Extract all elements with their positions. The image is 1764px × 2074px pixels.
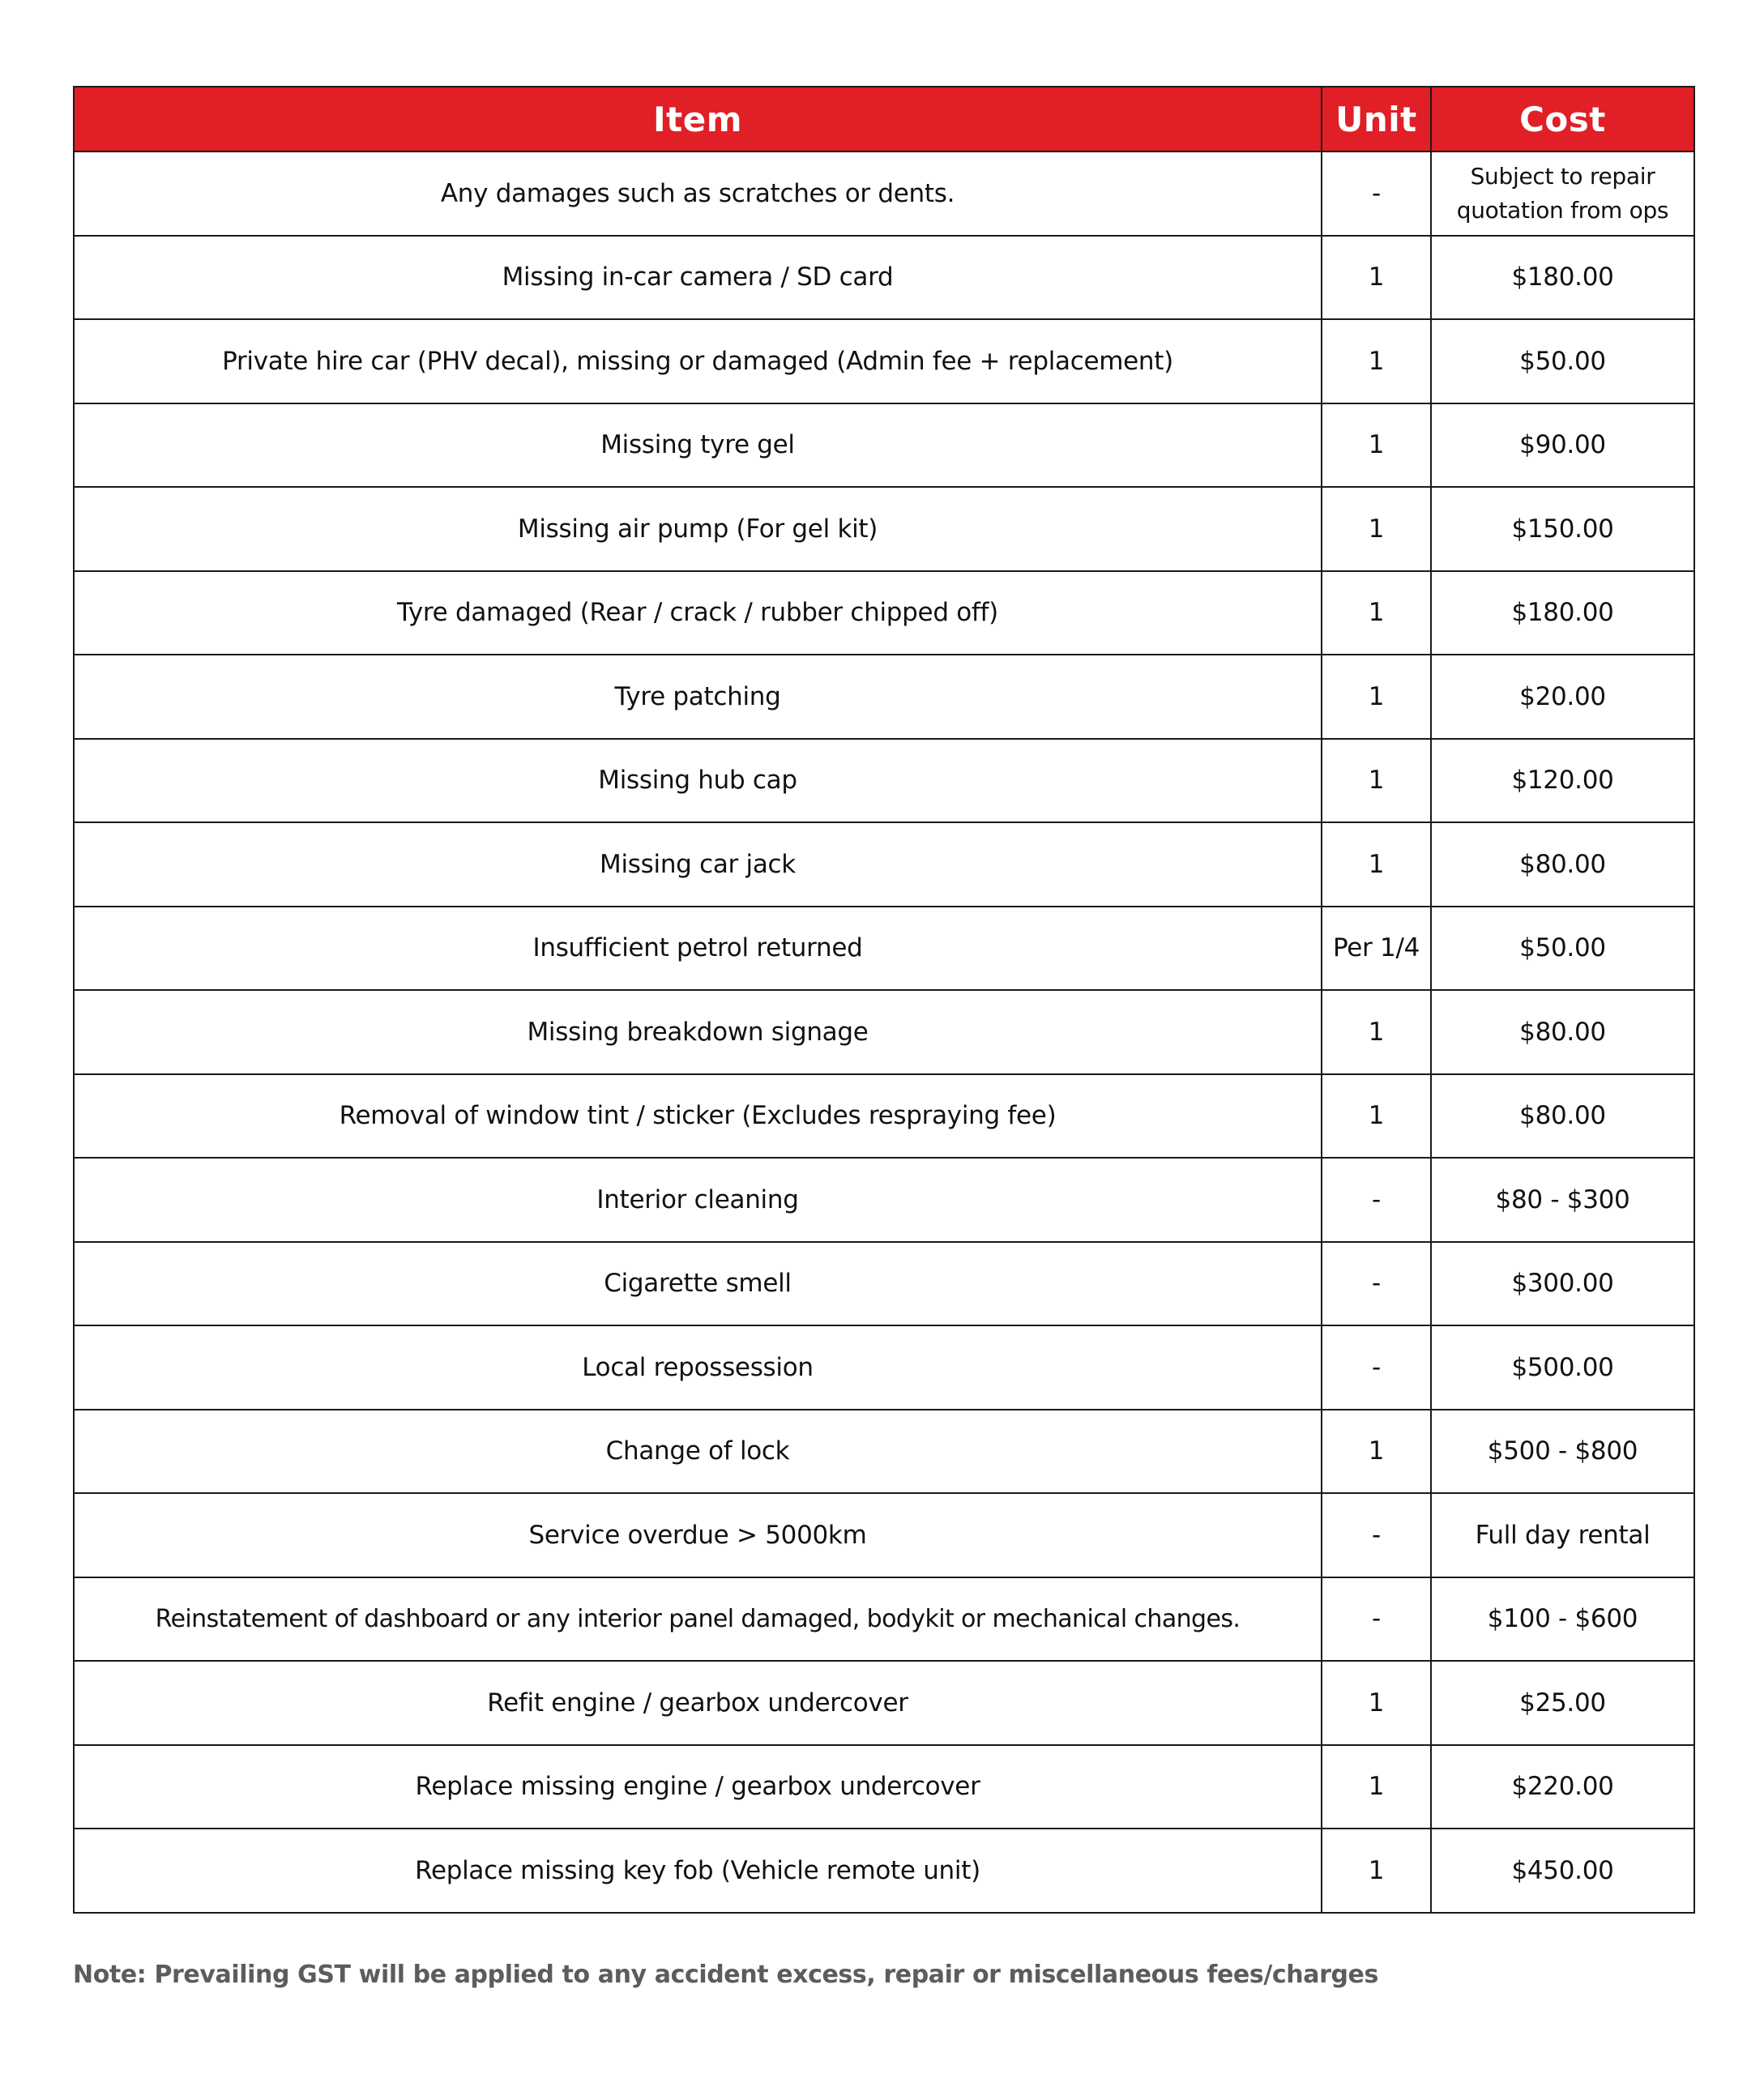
cost-cell: $25.00 (1431, 1661, 1694, 1745)
table-row (74, 990, 1694, 1074)
cost-cell: $500 - $800 (1431, 1410, 1694, 1494)
cost-cell: $500.00 (1431, 1325, 1694, 1410)
unit-cell: 1 (1322, 1410, 1431, 1494)
item-cell: Private hire car (PHV decal), missing or damaged (Admin fee + replacement) (74, 319, 1322, 403)
header-row (74, 87, 1694, 151)
table-row (74, 151, 1694, 236)
item-cell: Change of lock (74, 1410, 1322, 1494)
table-row (74, 236, 1694, 320)
table-row (74, 1745, 1694, 1829)
cost-cell: $150.00 (1431, 487, 1694, 571)
item-cell: Missing tyre gel (74, 403, 1322, 488)
table-row (74, 822, 1694, 907)
unit-cell: - (1322, 1577, 1431, 1662)
unit-cell: - (1322, 151, 1431, 236)
table-row (74, 1325, 1694, 1410)
cost-cell: $50.00 (1431, 907, 1694, 991)
item-cell: Local repossession (74, 1325, 1322, 1410)
unit-cell: - (1322, 1493, 1431, 1577)
item-cell: Removal of window tint / sticker (Excludes respraying fee) (74, 1074, 1322, 1159)
table-row (74, 319, 1694, 403)
unit-cell: 1 (1322, 403, 1431, 488)
unit-cell: 1 (1322, 487, 1431, 571)
unit-cell: 1 (1322, 822, 1431, 907)
item-cell: Cigarette smell (74, 1242, 1322, 1326)
cost-cell: $450.00 (1431, 1829, 1694, 1913)
table-row (74, 655, 1694, 739)
table-row (74, 403, 1694, 488)
cost-cell: $20.00 (1431, 655, 1694, 739)
unit-cell: 1 (1322, 1745, 1431, 1829)
item-cell: Missing breakdown signage (74, 990, 1322, 1074)
column-header-unit: Unit (1322, 87, 1431, 151)
unit-cell: 1 (1322, 655, 1431, 739)
unit-cell: 1 (1322, 739, 1431, 823)
table-row (74, 1493, 1694, 1577)
cost-cell: $180.00 (1431, 571, 1694, 655)
item-cell: Any damages such as scratches or dents. (74, 151, 1322, 236)
table-row (74, 1242, 1694, 1326)
item-cell: Replace missing key fob (Vehicle remote unit) (74, 1829, 1322, 1913)
cost-cell: $120.00 (1431, 739, 1694, 823)
table-row (74, 907, 1694, 991)
column-header-item: Item (74, 87, 1322, 151)
table-row (74, 487, 1694, 571)
item-cell: Missing air pump (For gel kit) (74, 487, 1322, 571)
unit-cell: Per 1/4 (1322, 907, 1431, 991)
table-row (74, 1829, 1694, 1913)
table-body (74, 151, 1694, 1913)
cost-cell: $90.00 (1431, 403, 1694, 488)
unit-cell: - (1322, 1325, 1431, 1410)
item-cell: Service overdue > 5000km (74, 1493, 1322, 1577)
cost-cell: $80.00 (1431, 990, 1694, 1074)
item-cell: Replace missing engine / gearbox undercover (74, 1745, 1322, 1829)
unit-cell: 1 (1322, 1074, 1431, 1159)
cost-line: quotation from ops (1456, 196, 1669, 224)
item-cell: Refit engine / gearbox undercover (74, 1661, 1322, 1745)
item-cell: Missing in-car camera / SD card (74, 236, 1322, 320)
unit-cell: 1 (1322, 1829, 1431, 1913)
cost-cell: $80.00 (1431, 822, 1694, 907)
cost-cell: Full day rental (1431, 1493, 1694, 1577)
table-header (74, 87, 1694, 151)
item-cell: Interior cleaning (74, 1158, 1322, 1242)
unit-cell: 1 (1322, 1661, 1431, 1745)
unit-cell: 1 (1322, 571, 1431, 655)
cost-cell: $300.00 (1431, 1242, 1694, 1326)
unit-cell: 1 (1322, 990, 1431, 1074)
table-row (74, 1410, 1694, 1494)
item-cell: Insufficient petrol returned (74, 907, 1322, 991)
cost-cell: $100 - $600 (1431, 1577, 1694, 1662)
cost-cell (1431, 151, 1694, 236)
cost-cell: $180.00 (1431, 236, 1694, 320)
fee-table (73, 86, 1695, 1914)
table-row (74, 1661, 1694, 1745)
unit-cell: - (1322, 1242, 1431, 1326)
item-cell: Tyre damaged (Rear / crack / rubber chipped off) (74, 571, 1322, 655)
unit-cell: 1 (1322, 319, 1431, 403)
fee-schedule (73, 86, 1694, 1914)
item-cell: Reinstatement of dashboard or any interior panel damaged, bodykit or mechanical changes. (74, 1577, 1322, 1662)
cost-cell: $80 - $300 (1431, 1158, 1694, 1242)
cost-cell: $80.00 (1431, 1074, 1694, 1159)
table-row (74, 1577, 1694, 1662)
table-row (74, 571, 1694, 655)
cost-line: Subject to repair (1470, 162, 1655, 190)
table-row (74, 739, 1694, 823)
table-row (74, 1074, 1694, 1159)
gst-note: Note: Prevailing GST will be applied to any accident excess, repair or miscellaneous fees/charges (73, 1961, 1378, 1989)
column-header-cost: Cost (1431, 87, 1694, 151)
cost-cell: $220.00 (1431, 1745, 1694, 1829)
unit-cell: 1 (1322, 236, 1431, 320)
table-row (74, 1158, 1694, 1242)
unit-cell: - (1322, 1158, 1431, 1242)
item-cell: Missing car jack (74, 822, 1322, 907)
cost-cell: $50.00 (1431, 319, 1694, 403)
item-cell: Tyre patching (74, 655, 1322, 739)
item-cell: Missing hub cap (74, 739, 1322, 823)
